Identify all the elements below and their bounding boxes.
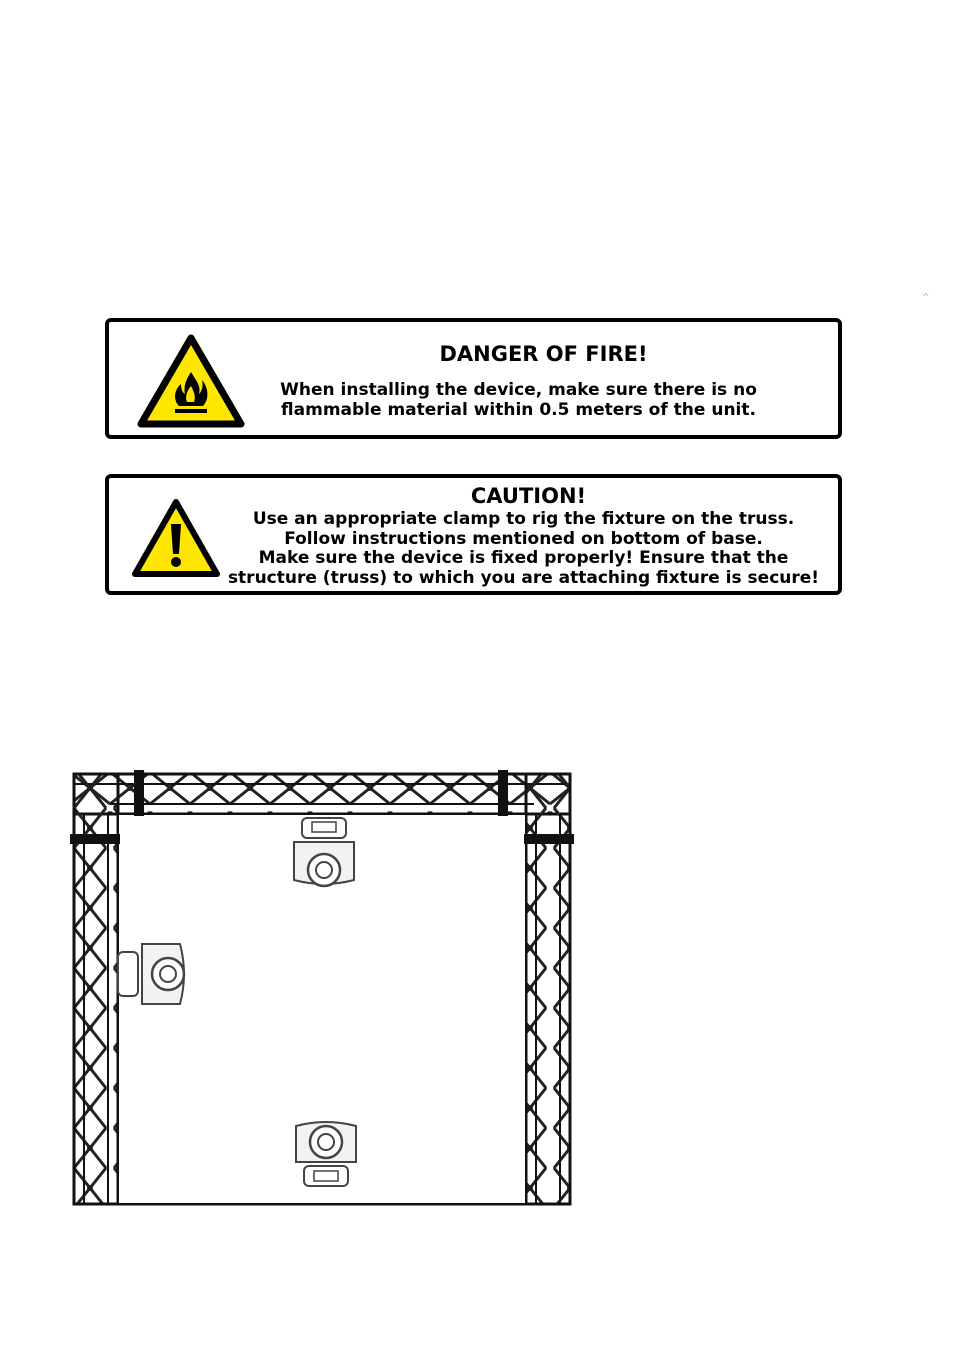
page-corner-mark: ^ bbox=[922, 293, 930, 303]
truss-rigging-diagram bbox=[70, 768, 574, 1208]
caution-warning-line: Follow instructions mentioned on bottom of base. bbox=[284, 528, 763, 549]
moving-head-fixture-left bbox=[118, 944, 184, 1004]
fire-warning-line: When installing the device, make sure there is no bbox=[280, 380, 757, 400]
caution-warning-line: Make sure the device is fixed properly! Ensure that the bbox=[258, 548, 789, 568]
exclamation-warning-icon bbox=[131, 498, 221, 578]
flammable-warning-icon bbox=[137, 334, 245, 429]
moving-head-fixture-bottom bbox=[296, 1122, 356, 1186]
caution-warning-box bbox=[105, 474, 842, 595]
moving-head-fixture-top bbox=[294, 818, 354, 886]
fire-warning-box bbox=[105, 318, 842, 439]
fire-warning-line: flammable material within 0.5 meters of the unit. bbox=[281, 400, 756, 420]
fire-warning-title: DANGER OF FIRE! bbox=[439, 342, 648, 366]
caution-warning-line: structure (truss) to which you are attaching fixture is secure! bbox=[227, 567, 820, 588]
caution-warning-line: Use an appropriate clamp to rig the fixture on the truss. bbox=[252, 509, 795, 529]
caution-warning-title: CAUTION! bbox=[470, 484, 587, 508]
fire-warning-text bbox=[259, 380, 778, 420]
caution-warning-text bbox=[219, 510, 828, 588]
